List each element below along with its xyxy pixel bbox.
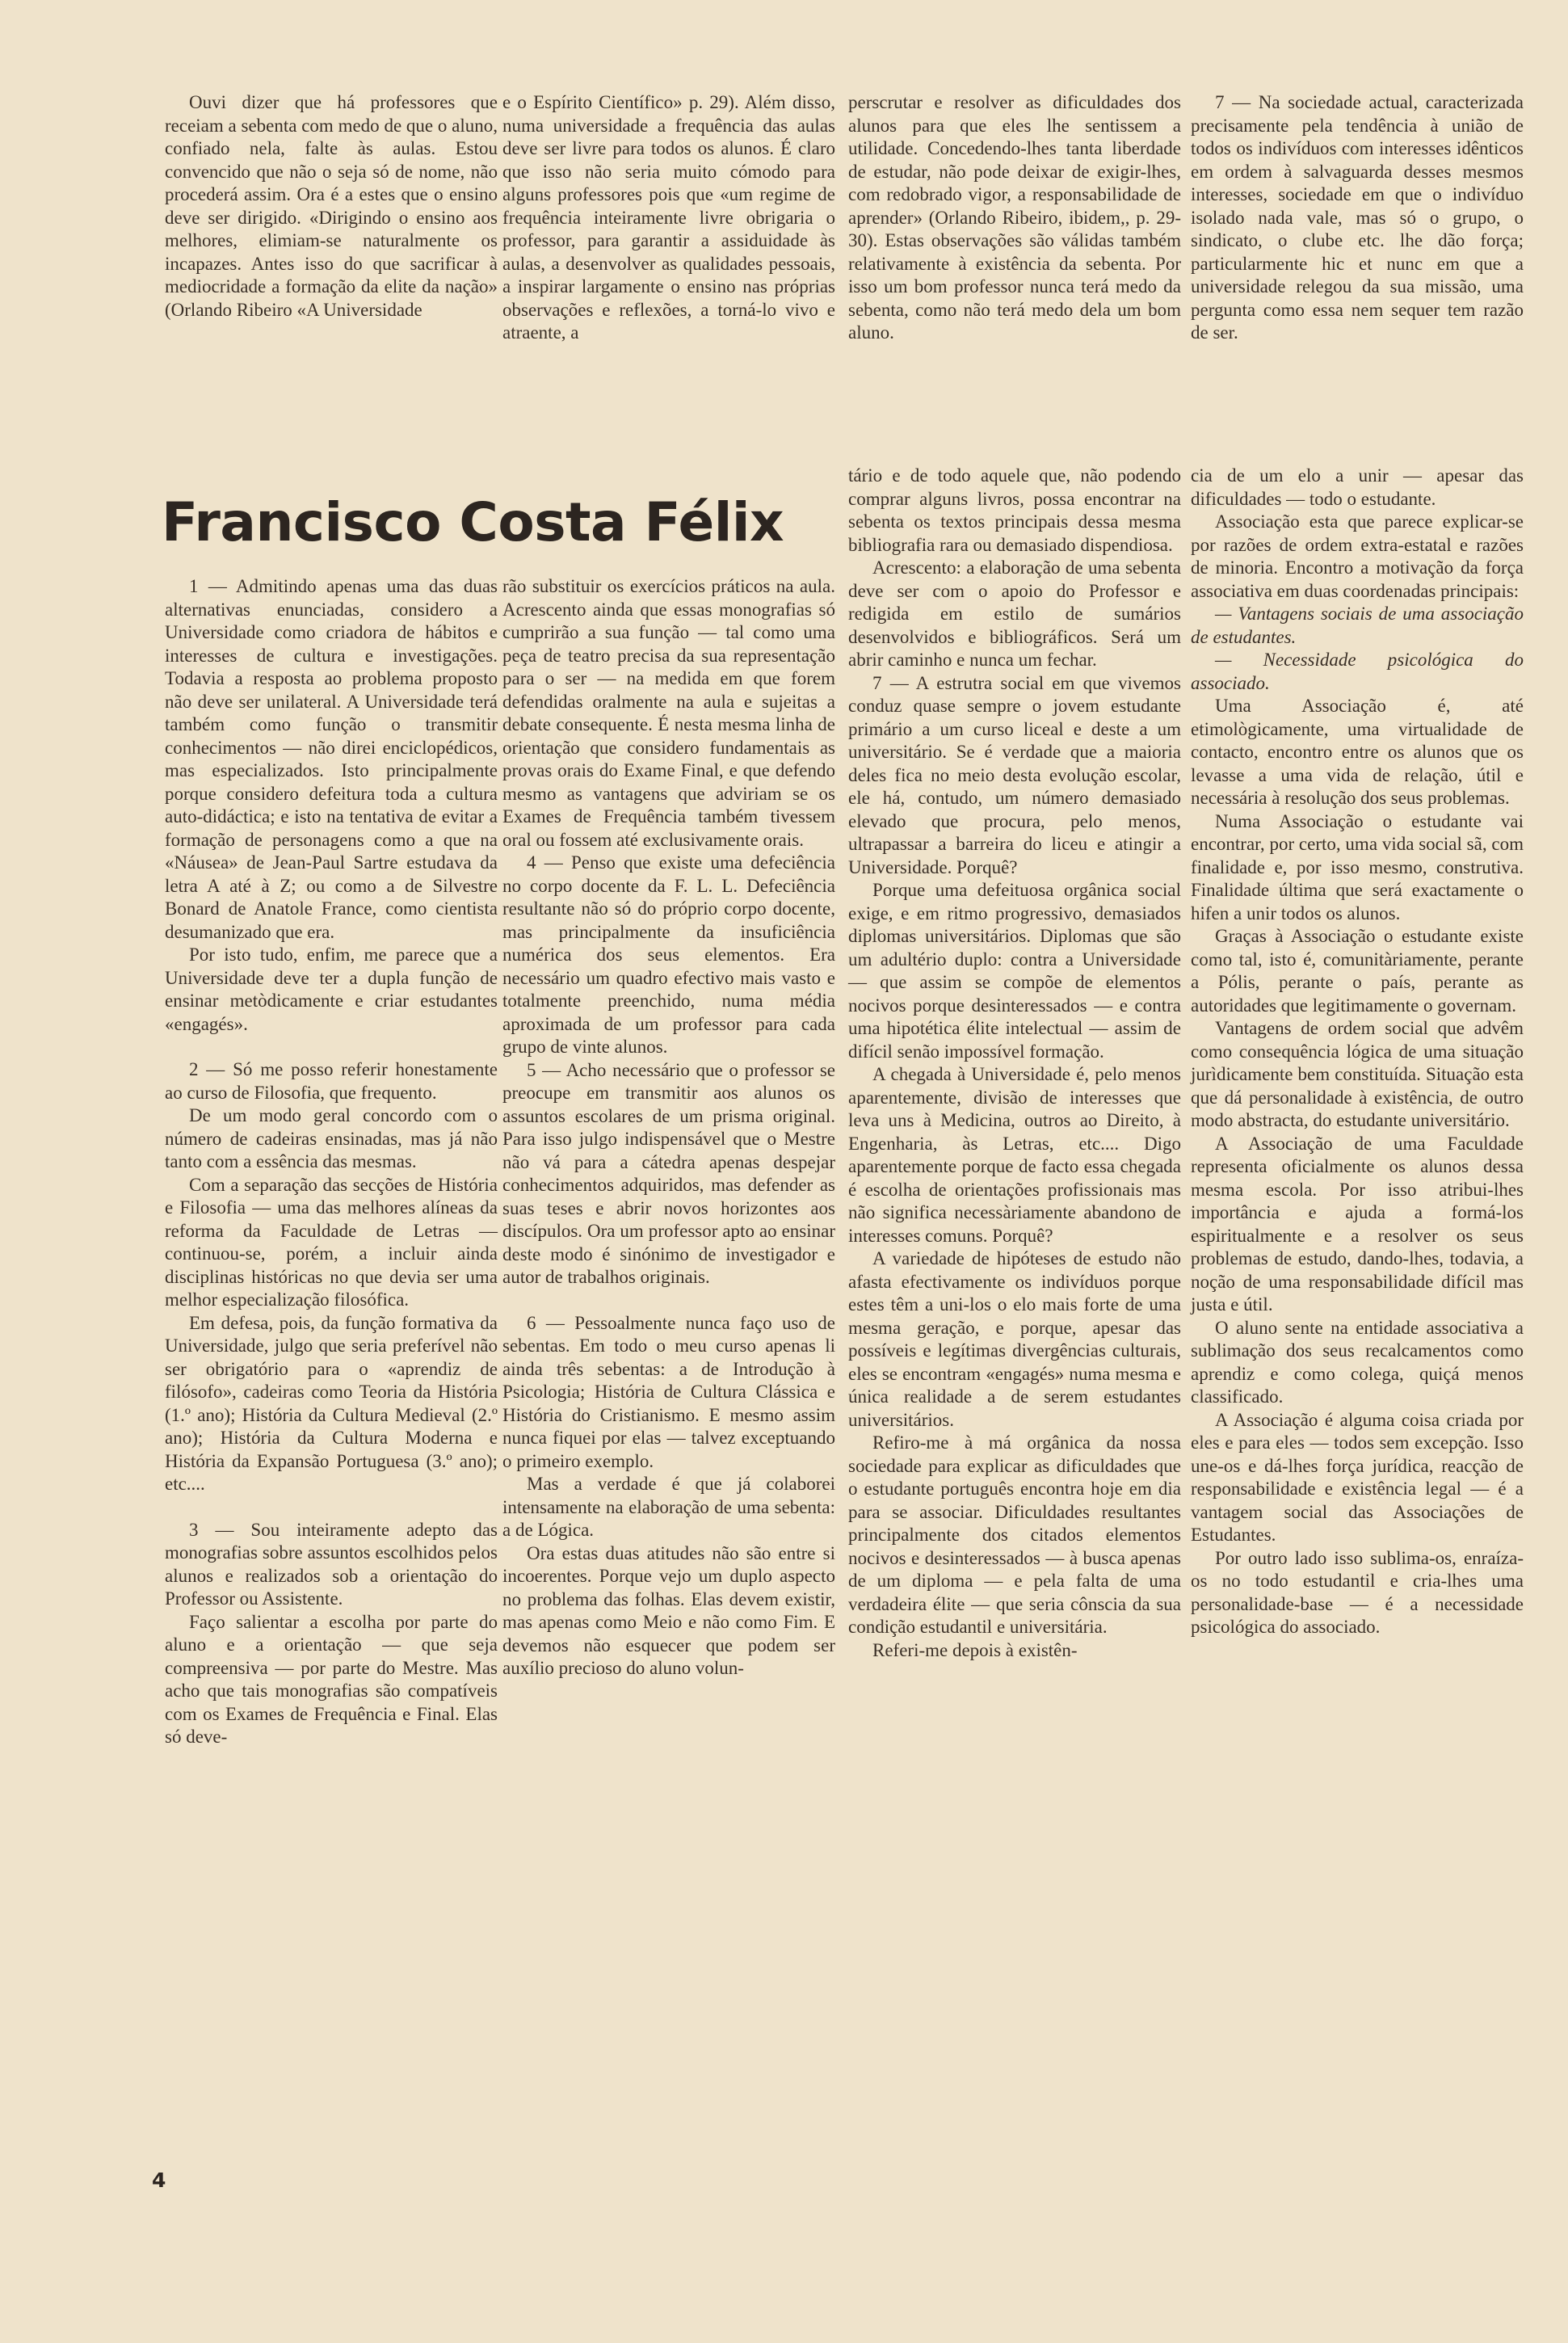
top-column-1 (165, 91, 498, 322)
paragraph: 7 — Na sociedade actual, caracterizada precisamente pela tendência à união de todos os indivíduos com interesses idênticos em ordem à salvaguarda desses mesmos interesses, sociedade em que o indivíduo isolado nada vale, mas só o grupo, o sindicato, o clube etc. lhe dão força; particularmente hic et nunc em que a universidade relegou da sua missão, uma pergunta como essa nem sequer tem razão de ser. (1191, 92, 1524, 343)
paragraph: 7 — A estrutra social em que vivemos conduz quase sempre o jovem estudante primário a um curso liceal e deste a um universitário. Se é verdade que a maioria deles fica no meio desta evolução escolar, ele há, contudo, um número demasiado elevado que procura, pelo menos, ultrapassar a barreira do liceu e atingir a Universidade. Porquê? (848, 672, 1181, 877)
list-item: — Necessidade psicológica do associado. (1191, 650, 1524, 693)
article-column-3 (848, 465, 1181, 1662)
paragraph: 6 — Pessoalmente nunca faço uso de sebentas. Em todo o meu curso apenas li ainda três sebentas: a de Introdução à Psicologia; História de Cultura Clássica e História do Cristianismo. E mesmo assim nunca fiquei por elas — talvez exceptuando o primeiro exemplo. (502, 1312, 835, 1471)
paragraph: Por outro lado isso sublima-os, enraíza-os no todo estudantil e cria-lhes uma personalidade-base — é a necessidade psicológica do associado. (1191, 1547, 1524, 1637)
paragraph: 3 — Sou inteiramente adepto das monografias sobre assuntos escolhidos pelos alunos e realizados sob a orientação do Professor ou Assistente. (165, 1519, 498, 1609)
paragraph: O aluno sente na entidade associativa a sublimação dos seus recalcamentos como aprendiz e como colega, quiçá menos classificado. (1191, 1317, 1524, 1407)
paragraph: cia de um elo a unir — apesar das dificuldades — todo o estudante. (1191, 465, 1524, 509)
paragraph: Com a separação das secções de História e Filosofia — uma das melhores alíneas da reforma da Faculdade de Letras — continuou-se, porém, a incluir ainda disciplinas históricas no que devia ser uma melhor especialização filosófica. (165, 1174, 498, 1310)
paragraph: 5 — Acho necessário que o professor se preocupe em transmitir aos alunos os assuntos escolares de um prisma original. Para isso julgo indispensável que o Mestre não vá para a cátedra apenas despejar conhecimentos adquiridos, mas defender as suas teses e abrir novos horizontes aos discípulos. Ora um professor apto ao ensinar deste modo é sinónimo de investigador e autor de trabalhos originais. (502, 1059, 835, 1287)
paragraph: 4 — Penso que existe uma defeciência no corpo docente da F. L. L. Defeciência resultante não só do próprio corpo docente, mas principalmente da insuficiência numérica dos seus elementos. Era necessário um quadro efectivo mais vasto e totalmente preenchido, numa média aproximada de um professor para cada grupo de vinte alunos. (502, 852, 835, 1057)
article-column-1 (165, 575, 498, 1749)
paragraph: Mas a verdade é que já colaborei intensamente na elaboração de uma sebenta: a de Lógica. (502, 1474, 835, 1540)
paragraph: rão substituir os exercícios práticos na aula. Acrescento ainda que essas monografias só cumprirão a sua função — tal como uma peça de teatro precisa da sua representação para o ser — na medida em que forem defendidas oralmente na aula e sujeitas a debate consequente. É nesta mesma linha de orientação que considero fundamentais as provas orais do Exame Final, e que defendo mesmo as vantagens que adviriam se os Exames de Frequência também tivessem oral ou fossem até exclusivamente orais. (502, 576, 835, 850)
paragraph: Ouvi dizer que há professores que receiam a sebenta com medo de que o aluno, confiado nela, falte às aulas. Estou convencido que não o seja só de nome, não procederá assim. Ora é a estes que o ensino deve ser dirigido. «Dirigindo o ensino aos melhores, elimiam-se naturalmente os incapazes. Antes isso do que sacrificar à mediocridade a formação da elite da nação» (Orlando Ribeiro «A Universidade (165, 92, 498, 320)
top-column-3 (848, 91, 1181, 345)
paragraph: A Associação é alguma coisa criada por eles e para eles — todos sem excepção. Isso une-os e dá-lhes força jurídica, reacção de responsabilidade e existência legal — é a vantagem social das Associações de Estudantes. (1191, 1409, 1524, 1545)
paragraph: A Associação de uma Faculdade representa oficialmente os alunos dessa mesma escola. Por isso atribui-lhes importância e ajuda a formá-los espiritualmente e a resolver os seus problemas de estudo, dando-lhes, todavia, a noção de uma responsabilidade difícil mas justa e útil. (1191, 1133, 1524, 1315)
paragraph: 2 — Só me posso referir honestamente ao curso de Filosofia, que frequento. (165, 1059, 498, 1103)
paragraph: 1 — Admitindo apenas uma das duas alternativas enunciadas, considero a Universidade como criadora de hábitos e interesses de cultura e investigações. Todavia a resposta ao problema proposto não deve ser unilateral. A Universidade terá também como função o transmitir conhecimentos — não direi enciclopédicos, mas especializados. Isto principalmente porque considero defeitura toda a cultura auto-didáctica; e isto na tentativa de evitar a formação de personagens como a que na «Náusea» de Jean-Paul Sartre estudava da letra A até à Z; ou como a de Silvestre Bonard de Anatole France, como cientista desumanizado que era. (165, 576, 498, 942)
paragraph: Uma Associação é, até etimològicamente, uma virtualidade de contacto, encontro entre os alunos que os levasse a uma vida de relação, útil e necessária à resolução dos seus problemas. (1191, 696, 1524, 808)
paragraph: Por isto tudo, enfim, me parece que a Universidade deve ter a dupla função de ensinar metòdicamente e criar estudantes «engagés». (165, 944, 498, 1034)
paragraph: A chegada à Universidade é, pelo menos aparentemente, divisão de interesses que leva uns à Medicina, outros ao Direito, à Engenharia, às Letras, etc.... Digo aparentemente porque de facto essa chegada é escolha de orientações profissionais mas não significa necessàriamente abandono de interesses comuns. Porquê? (848, 1064, 1181, 1246)
paragraph: e o Espírito Científico» p. 29). Além disso, numa universidade a frequência das aulas deve ser livre para todos os alunos. É claro que isso não seria muito cómodo para alguns professores pois que «um regime de frequência inteiramente livre obrigaria o professor, para garantir a assiduidade às aulas, a desenvolver as qualidades pessoais, a inspirar largamente o ensino nas próprias observações e reflexões, a torná-lo vivo e atraente, a (502, 92, 835, 343)
paragraph: Acrescento: a elaboração de uma sebenta deve ser com o apoio do Professor e redigida em estilo de sumários desenvolvidos e bibliográficos. Será um abrir caminho e nunca um fechar. (848, 557, 1181, 670)
article-column-4 (1191, 465, 1524, 1639)
paragraph: A variedade de hipóteses de estudo não afasta efectivamente os indivíduos porque estes têm a uni-los o elo mais forte de uma mesma geração, e porque, apesar das possíveis e legítimas divergências culturais, eles se encontram «engagés» numa mesma e única realidade a de serem estudantes universitários. (848, 1248, 1181, 1430)
paragraph: tário e de todo aquele que, não podendo comprar alguns livros, possa encontrar na sebenta os textos principais dessa mesma bibliografia rara ou demasiado dispendiosa. (848, 465, 1181, 555)
page-number: 4 (152, 2168, 166, 2192)
paragraph: Faço salientar a escolha por parte do aluno e a orientação — que seja compreensiva — por parte do Mestre. Mas acho que tais monografias são compatíveis com os Exames de Frequência e Final. Elas só deve- (165, 1611, 498, 1747)
paragraph: Numa Associação o estudante vai encontrar, por certo, uma vida social sã, com finalidade e, por isso mesmo, construtiva. Finalidade última que será exactamente o hifen a unir todos os alunos. (1191, 810, 1524, 923)
paragraph: Em defesa, pois, da função formativa da Universidade, julgo que seria preferível não ser obrigatório para o «aprendiz de filósofo», cadeiras como Teoria da História (1.º ano); História da Cultura Medieval (2.º ano); História da Cultura Moderna e História da Expansão Portuguesa (3.º ano); etc.... (165, 1312, 498, 1494)
list-item: — Vantagens sociais de uma associação de estudantes. (1191, 604, 1524, 647)
author-headline: Francisco Costa Félix (162, 491, 784, 553)
top-column-2 (502, 91, 835, 345)
paragraph: Vantagens de ordem social que advêm como consequência lógica de uma situação jurìdicamente bem constituída. Situação esta que dá personalidade à existência, de outro modo abstracta, do estudante universitário. (1191, 1018, 1524, 1130)
top-column-4 (1191, 91, 1524, 345)
paragraph: perscrutar e resolver as dificuldades dos alunos para que eles lhe sentissem a utilidade. Concedendo-lhes tanta liberdade de estudar, não pode deixar de exigir-lhes, com redobrado vigor, a responsabilidade de aprender» (Orlando Ribeiro, ibidem,, p. 29-30). Estas observações são válidas também relativamente à existência da sebenta. Por isso um bom professor nunca terá medo da sebenta, como não terá medo dela um bom aluno. (848, 92, 1181, 343)
paragraph: Graças à Associação o estudante existe como tal, isto é, comunitàriamente, perante a Pólis, perante o país, perante as autoridades que legitimamente o governam. (1191, 926, 1524, 1016)
paragraph: Refiro-me à má orgânica da nossa sociedade para explicar as dificuldades que o estudante português encontra hoje em dia para se associar. Dificuldades resultantes principalmente dos citados elementos nocivos e desinteressados — à busca apenas de um diploma — e pela falta de uma verdadeira élite — que seria cônscia da sua condição estudantil e universitária. (848, 1432, 1181, 1637)
article-column-2 (502, 575, 835, 1680)
paragraph: Porque uma defeituosa orgânica social exige, e em ritmo progressivo, demasiados diplomas universitários. Diplomas que são um adultério duplo: contra a Universidade — que assim se compõe de elementos nocivos porque desinteressados — e contra uma hipotética élite intelectual — assim de difícil senão impossível formação. (848, 880, 1181, 1062)
paragraph: Ora estas duas atitudes não são entre si incoerentes. Porque vejo um duplo aspecto no problema das folhas. Elas devem existir, mas apenas como Meio e não como Fim. E devemos não esquecer que podem ser auxílio precioso do aluno volun- (502, 1542, 835, 1678)
paragraph: Associação esta que parece explicar-se por razões de ordem extra-estatal e razões de minoria. Encontro a motivação da força associativa em duas coordenadas principais: (1191, 511, 1524, 601)
paragraph: De um modo geral concordo com o número de cadeiras ensinadas, mas já não tanto com a essência das mesmas. (165, 1105, 498, 1172)
paragraph: Referi-me depois à existên- (872, 1639, 1078, 1660)
